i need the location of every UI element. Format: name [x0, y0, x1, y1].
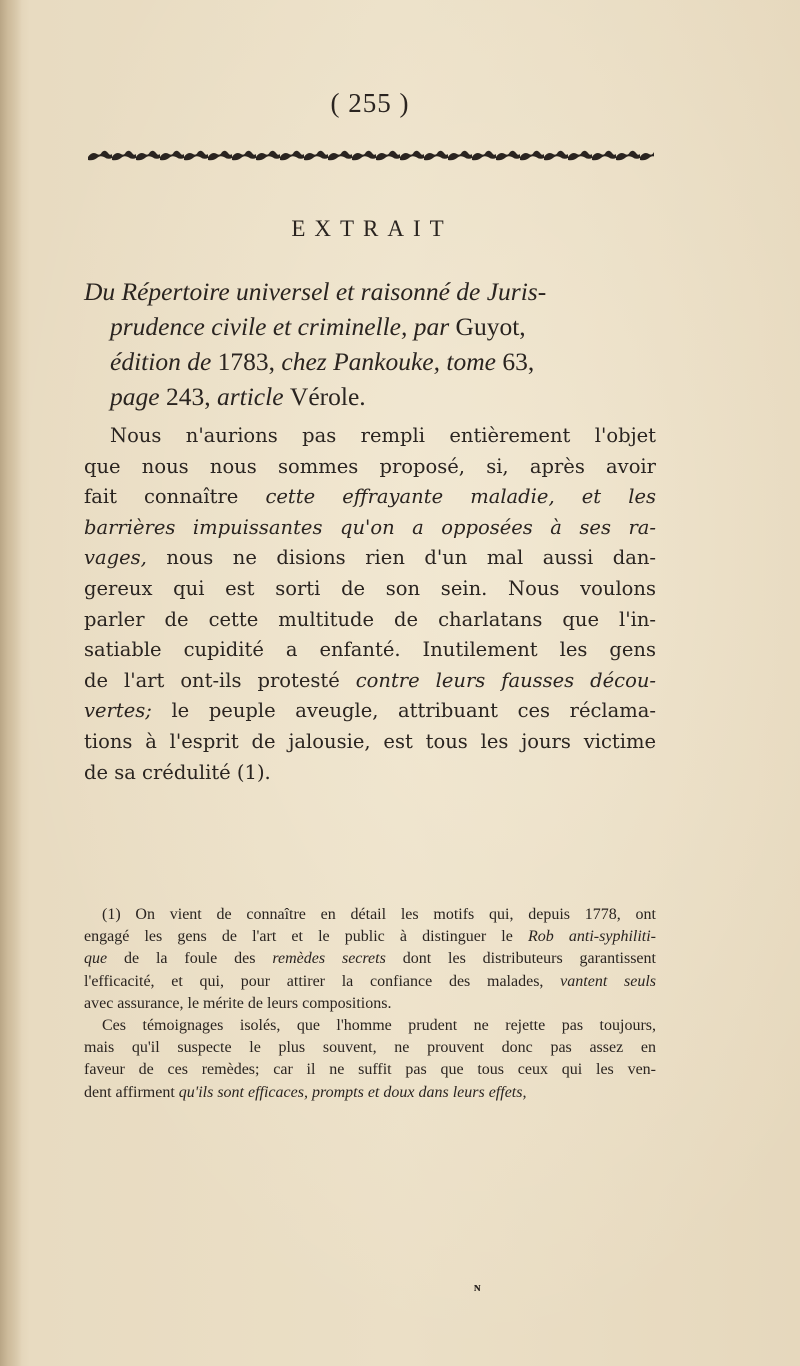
- title-text: chez Pankouke, tome: [281, 347, 503, 376]
- title-text: Du Répertoire universel et raisonné de Juris-: [84, 277, 547, 306]
- paragraph-text: fait connaître: [84, 485, 266, 509]
- paragraph-line: [84, 513, 656, 544]
- footnote-text: remèdes secrets: [272, 950, 386, 968]
- paragraph-text: vages,: [84, 546, 147, 570]
- title-text: page: [110, 382, 166, 411]
- footnote-line: [84, 926, 656, 948]
- title-text: 1783: [217, 347, 269, 376]
- footnote-line: [84, 971, 656, 993]
- title-line: [84, 309, 674, 344]
- title-block: [84, 274, 674, 414]
- footnote-line: mais qu'il suspecte le plus souvent, ne prouvent donc pas assez en: [84, 1039, 656, 1057]
- footnote-text: dont les distributeurs garantissent: [385, 950, 656, 968]
- title-text: prudence civile et criminelle, par: [110, 312, 456, 341]
- footnote-line: Ces témoignages isolés, que l'homme prudent ne rejette pas toujours,: [102, 1017, 656, 1035]
- paragraph-text: cette effrayante maladie, et les: [265, 485, 656, 509]
- paragraph-line: Nous n'aurions pas rempli entièrement l'objet: [110, 424, 656, 447]
- paragraph-line: [84, 696, 656, 727]
- binding-edge: [0, 0, 22, 1366]
- footnote-text: dent affirment: [84, 1083, 179, 1101]
- paragraph-text: barrières impuissantes qu'on a opposées à ses ra-: [84, 515, 656, 539]
- paragraph-line: [84, 543, 656, 574]
- title-line: [84, 274, 674, 309]
- footnote-line: [84, 1082, 656, 1104]
- footnote-text: que: [84, 950, 108, 968]
- footnote-line: avec assurance, le mérite de leurs compositions.: [84, 994, 392, 1012]
- paragraph-line: [84, 482, 656, 513]
- title-text: ,: [268, 347, 282, 376]
- title-text: ,: [204, 382, 217, 411]
- footnote-text: engagé les gens de l'art et le public à distinguer le: [84, 928, 528, 946]
- paragraph-line: [84, 666, 656, 697]
- paragraph-line: gereux qui est sorti de son sein. Nous voulons: [84, 576, 656, 600]
- title-text: Guyot,: [455, 312, 526, 341]
- paragraph-text: vertes;: [84, 699, 152, 723]
- paragraph-line: que nous nous sommes proposé, si, après avoir: [84, 454, 656, 478]
- paragraph-line: tions à l'esprit de jalousie, est tous les jours victime: [84, 729, 656, 753]
- footnote-text: l'efficacité, et qui, pour attirer la confiance des malades,: [84, 972, 561, 990]
- footnote-line: [84, 948, 656, 970]
- paragraph-text: de l'art ont-ils protesté: [84, 668, 356, 692]
- footnote-line: faveur de ces remèdes; car il ne suffit pas que tous ceux qui les ven-: [84, 1061, 656, 1079]
- title-text: article: [216, 382, 290, 411]
- page-number: ( 255 ): [330, 88, 410, 118]
- main-paragraph: [84, 421, 656, 788]
- footnote: [84, 904, 656, 1104]
- paragraph-line: satiable cupidité a enfanté. Inutilement les gens: [84, 638, 656, 662]
- paragraph-text: nous ne disions rien d'un mal aussi dan-: [146, 546, 656, 570]
- footnote-line: (1) On vient de connaître en détail les motifs qui, depuis 1778, ont: [102, 906, 656, 923]
- footnote-text: vantent seuls: [560, 972, 657, 990]
- footnote-text: Rob anti-syphiliti-: [527, 928, 656, 946]
- title-text: 63,: [502, 347, 535, 376]
- footnote-text: de la foule des: [107, 950, 273, 968]
- signature-mark: ᴺ: [474, 1283, 481, 1299]
- title-text: Vérole.: [289, 382, 366, 411]
- title-line: [84, 379, 674, 414]
- paragraph-line: parler de cette multitude de charlatans que l'in-: [84, 607, 656, 631]
- title-text: 243: [165, 382, 205, 411]
- title-text: édition de: [110, 347, 218, 376]
- paragraph-text: le peuple aveugle, attribuant ces réclama-: [151, 699, 656, 723]
- title-line: [84, 344, 674, 379]
- paragraph-line: de sa crédulité (1).: [84, 760, 271, 784]
- ornamental-rule: [88, 148, 654, 162]
- paragraph-text: contre leurs fausses décou-: [355, 668, 656, 692]
- section-heading: EXTRAIT: [291, 216, 453, 241]
- footnote-text: qu'ils sont efficaces, prompts et doux dans leurs effets,: [178, 1083, 527, 1101]
